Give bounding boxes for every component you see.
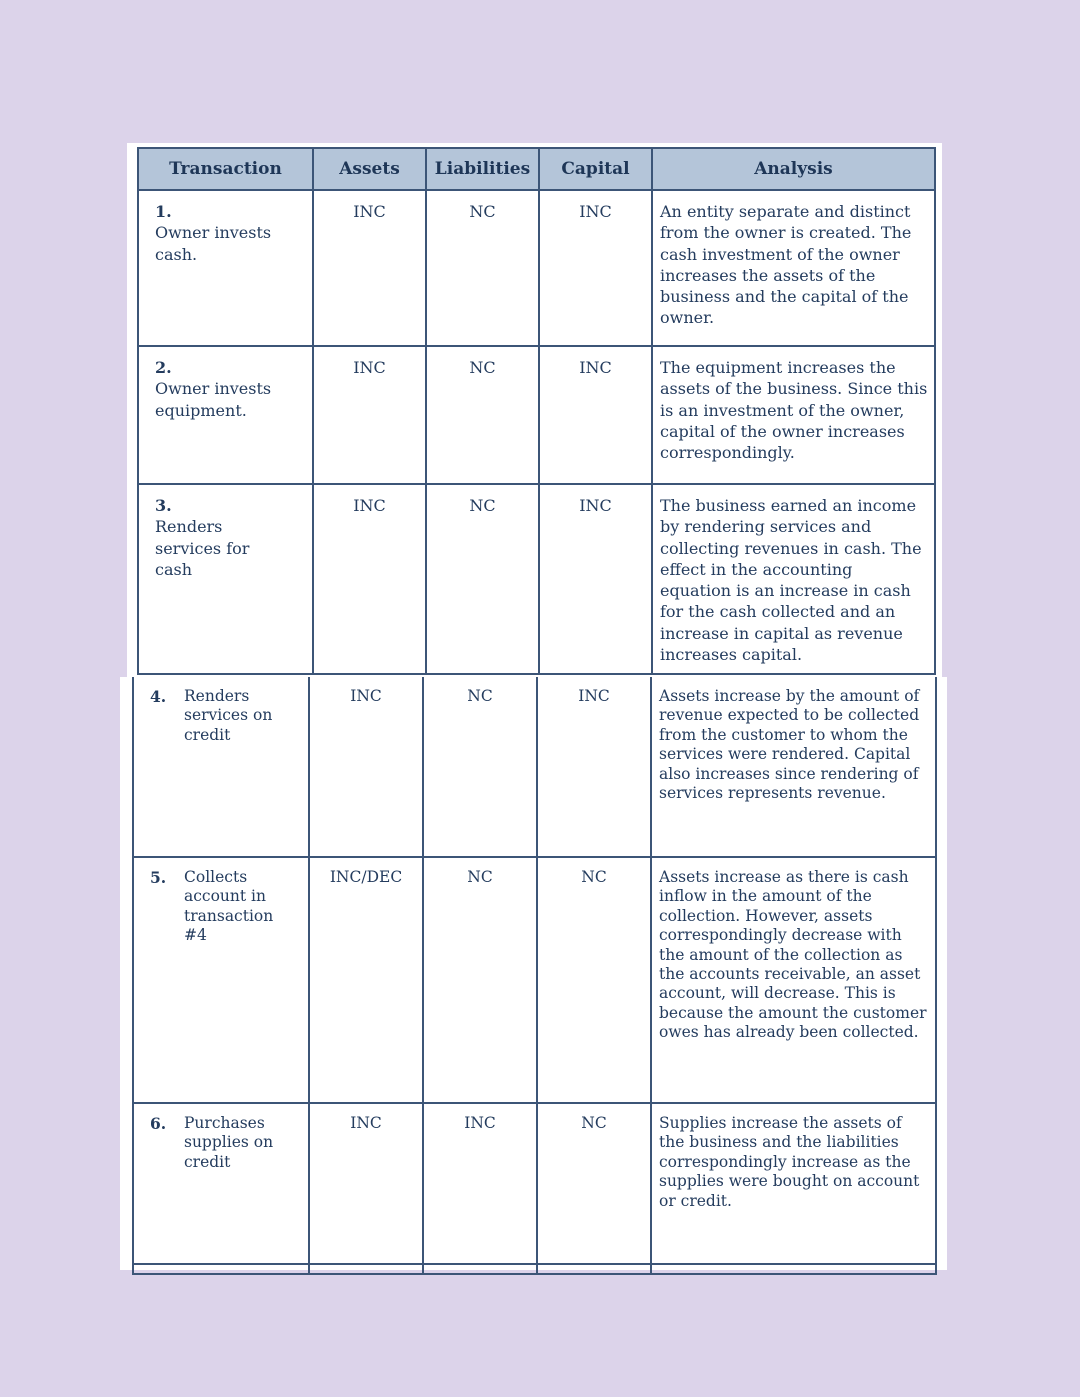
table-row (133, 677, 936, 857)
assets-cell: INC/DEC (309, 857, 423, 1103)
row-number: 4. (150, 687, 167, 706)
transaction-cell (138, 484, 313, 674)
table-row-partial (133, 1264, 936, 1274)
capital-cell: INC (539, 346, 652, 484)
assets-cell: INC (309, 1103, 423, 1264)
liabilities-cell: NC (426, 190, 539, 346)
liabilities-cell: INC (423, 1103, 537, 1264)
row-number: 1. (155, 202, 172, 221)
assets-cell: INC (313, 346, 426, 484)
table-row (133, 1103, 936, 1264)
header-analysis: Analysis (652, 148, 935, 190)
transaction-cell (133, 1103, 309, 1264)
empty-cell (133, 1264, 309, 1274)
empty-cell (651, 1264, 936, 1274)
table-header-row (138, 148, 935, 190)
table-image-upper (127, 143, 942, 677)
capital-cell: NC (537, 857, 651, 1103)
transaction-text: Owner invests cash. (155, 223, 272, 264)
header-assets: Assets (313, 148, 426, 190)
accounting-equation-table-part2 (132, 677, 937, 1275)
transaction-text: Purchases supplies on credit (184, 1114, 274, 1171)
header-liabilities: Liabilities (426, 148, 539, 190)
analysis-cell: The equipment increases the assets of the business. Since this is an investment of the owner, capital of the owner increases correspondingly. (652, 346, 935, 484)
capital-cell: INC (539, 190, 652, 346)
empty-cell (423, 1264, 537, 1274)
liabilities-cell: NC (426, 484, 539, 674)
table-row (138, 484, 935, 674)
analysis-cell: An entity separate and distinct from the owner is created. The cash investment of the owner increases the assets of the business and the capital of the owner. (652, 190, 935, 346)
assets-cell: INC (309, 677, 423, 857)
analysis-cell: Assets increase as there is cash inflow in the amount of the collection. However, assets correspondingly decrease with the amount of the collection as the accounts receivable, an asset account, will decrease. This is because the amount the customer owes has already been collected. (651, 857, 936, 1103)
liabilities-cell: NC (423, 677, 537, 857)
transaction-cell (133, 857, 309, 1103)
analysis-cell: The business earned an income by rendering services and collecting revenues in cash. The effect in the accounting equation is an increase in cash for the cash collected and an increase in capital as revenue increases capital. (652, 484, 935, 674)
transaction-text: Renders services on credit (184, 687, 273, 744)
capital-cell: NC (537, 1103, 651, 1264)
row-number: 6. (150, 1114, 167, 1133)
transaction-cell (138, 346, 313, 484)
transaction-text: Collects account in transaction #4 (184, 868, 274, 945)
row-number: 2. (155, 358, 172, 377)
analysis-cell: Supplies increase the assets of the business and the liabilities correspondingly increase as the supplies were bought on account or credit. (651, 1103, 936, 1264)
table-row (133, 857, 936, 1103)
transaction-text: Renders services for cash (155, 517, 250, 579)
header-transaction: Transaction (138, 148, 313, 190)
empty-cell (309, 1264, 423, 1274)
table-row (138, 190, 935, 346)
row-number: 3. (155, 496, 172, 515)
table-image-lower (120, 677, 947, 1270)
table-row (138, 346, 935, 484)
transaction-text: Owner invests equipment. (155, 379, 272, 420)
analysis-cell: Assets increase by the amount of revenue expected to be collected from the customer to whom the services were rendered. Capital also increases since rendering of services represents revenue. (651, 677, 936, 857)
capital-cell: INC (537, 677, 651, 857)
empty-cell (537, 1264, 651, 1274)
assets-cell: INC (313, 484, 426, 674)
capital-cell: INC (539, 484, 652, 674)
accounting-equation-table-part1 (137, 147, 936, 675)
transaction-cell (133, 677, 309, 857)
liabilities-cell: NC (423, 857, 537, 1103)
transaction-cell (138, 190, 313, 346)
row-number: 5. (150, 868, 167, 887)
assets-cell: INC (313, 190, 426, 346)
liabilities-cell: NC (426, 346, 539, 484)
header-capital: Capital (539, 148, 652, 190)
